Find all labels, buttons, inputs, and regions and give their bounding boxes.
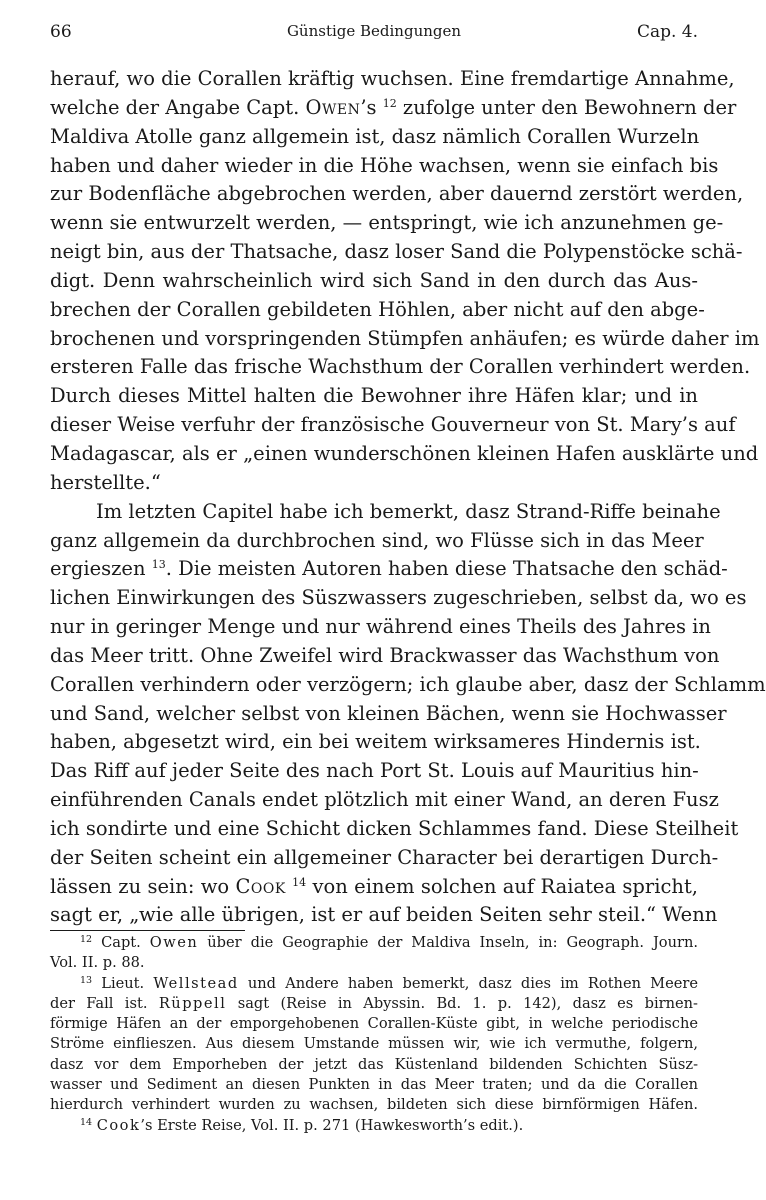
footnote-line	[50, 994, 698, 1014]
body-line: Madagascar, als er „einen wunderschönen kleinen Hafen ausklärte und	[50, 441, 759, 465]
footnote-marker: 12	[80, 934, 93, 945]
body-line: zur Bodenfläche abgebrochen werden, aber dauernd zerstört werden,	[50, 182, 744, 206]
footnote-line: förmige Häfen an der emporgehobenen Corallen-Küste gibt, in welche periodische	[50, 1015, 698, 1033]
footnote-line	[50, 933, 698, 953]
text-run: der Fall ist.	[50, 994, 159, 1012]
body-line: einführenden Canals endet plötzlich mit einer Wand, an deren Fusz	[50, 788, 719, 812]
text-run: sagt (Reise in Abyssin. Bd. 1. p. 142), dasz es birnen-	[226, 994, 698, 1012]
author-name: Owen	[305, 95, 361, 119]
footnote-line	[50, 1116, 698, 1136]
body-line: dieser Weise verfuhr der französische Gouverneur von St. Mary’s auf	[50, 413, 736, 437]
footnote-line: wasser und Sediment an diesen Punkten in das Meer traten; und da die Corallen	[50, 1076, 698, 1094]
body-line: brechen der Corallen gebildeten Höhlen, aber nicht auf den abge-	[50, 297, 705, 321]
footnote-line: dasz vor dem Emporheben der jetzt das Küstenland bildenden Schichten Süsz-	[50, 1055, 698, 1073]
spaced-name: Owen	[149, 934, 199, 951]
body-line: neigt bin, aus der Thatsache, dasz loser Sand die Polypenstöcke schä-	[50, 240, 743, 264]
body-line: ganz allgemein da durchbrochen sind, wo Flüsse sich in das Meer	[50, 528, 704, 552]
footnote-line: Ströme einflieszen. Aus diesem Umstande müssen wir, wie ich vermuthe, folgern,	[50, 1035, 698, 1053]
body-line: haben, abgesetzt wird, ein bei weitem wirksameres Hindernis ist.	[50, 730, 701, 754]
body-line: der Seiten scheint ein allgemeiner Character bei derartigen Durch-	[50, 845, 719, 869]
body-line: brochenen und vorspringenden Stümpfen anhäufen; es würde daher im	[50, 326, 760, 350]
text-run: Lieut.	[92, 974, 154, 992]
spaced-name: Cook	[96, 1116, 141, 1134]
text-run: von einem solchen auf Raiatea spricht,	[306, 874, 698, 898]
footnotes	[50, 933, 698, 1136]
body-line: haben und daher wieder in die Höhe wachsen, wenn sie einfach bis	[50, 153, 719, 177]
body-line	[50, 555, 728, 584]
footnote-rule	[50, 930, 245, 931]
text-run: welche der Angabe Capt.	[50, 95, 306, 119]
main-text	[50, 65, 766, 930]
footnote-line: Vol. II. p. 88.	[50, 954, 145, 972]
text-run: über die Geographie der Maldiva Inseln, in: Geograph. Journ.	[198, 934, 698, 951]
text-run: ergieszen	[50, 557, 152, 581]
footnote-ref: 14	[292, 875, 307, 889]
text-run: ’s Erste Reise, Vol. II. p. 271 (Hawkesworth’s edit.).	[140, 1116, 524, 1134]
author-name: Cook	[235, 874, 286, 898]
spaced-name: Wellstead	[153, 974, 239, 992]
body-line: lichen Einwirkungen des Süszwassers zugeschrieben, selbst da, wo es	[50, 586, 747, 610]
running-header	[50, 22, 698, 46]
footnote-line	[50, 974, 698, 994]
footnote-marker: 14	[80, 1116, 93, 1128]
body-line: Corallen verhindern oder verzögern; ich glaube aber, dasz der Schlamm	[50, 672, 766, 696]
body-line: nur in geringer Menge und nur während eines Theils des Jahres in	[50, 615, 711, 639]
footnote-ref: 13	[151, 558, 166, 572]
chapter-label: Cap. 4.	[636, 22, 698, 42]
body-line: digt. Denn wahrscheinlich wird sich Sand in den durch das Aus-	[50, 268, 698, 292]
body-line: herauf, wo die Corallen kräftig wuchsen. Eine fremdartige Annahme,	[50, 67, 735, 90]
text-run: und Andere haben bemerkt, dasz dies im Rothen Meere	[238, 974, 698, 992]
text-run: Capt.	[92, 934, 150, 951]
running-title: Günstige Bedingungen	[286, 22, 462, 40]
body-line	[50, 873, 698, 902]
footnote-marker: 13	[80, 974, 93, 986]
footnote-ref: 12	[382, 96, 397, 110]
footnote-line: hierdurch verhindert wurden zu wachsen, bildeten sich diese birnförmigen Häfen.	[50, 1096, 698, 1114]
body-line: herstellte.“	[50, 470, 161, 494]
body-line: Maldiva Atolle ganz allgemein ist, dasz nämlich Corallen Wurzeln	[50, 124, 700, 148]
body-line	[50, 94, 737, 123]
body-line: das Meer tritt. Ohne Zweifel wird Brackwasser das Wachsthum von	[50, 643, 720, 667]
spaced-name: Rüppell	[158, 994, 227, 1012]
text-run: ’s	[360, 95, 383, 119]
body-line: ich sondirte und eine Schicht dicken Schlammes fand. Diese Steilheit	[50, 816, 739, 840]
body-line: Das Riff auf jeder Seite des nach Port St. Louis auf Mauritius hin-	[50, 759, 699, 783]
body-line: und Sand, welcher selbst von kleinen Bächen, wenn sie Hochwasser	[50, 701, 727, 725]
body-line: wenn sie entwurzelt werden, — entspringt, wie ich anzunehmen ge-	[50, 211, 724, 235]
text-run: lässen zu sein: wo	[50, 874, 236, 898]
text-run: . Die meisten Autoren haben diese Thatsache den schäd-	[165, 557, 728, 581]
body-line: Durch dieses Mittel halten die Bewohner ihre Häfen klar; und in	[50, 384, 698, 408]
body-line: ersteren Falle das frische Wachsthum der Corallen verhindert werden.	[50, 355, 751, 379]
body-line: Im letzten Capitel habe ich bemerkt, dasz Strand-Riffe beinahe	[96, 499, 721, 523]
body-line: sagt er, „wie alle übrigen, ist er auf beiden Seiten sehr steil.“ Wenn	[50, 903, 718, 927]
text-run: zufolge unter den Bewohnern der	[396, 95, 737, 119]
page-number: 66	[50, 22, 72, 42]
